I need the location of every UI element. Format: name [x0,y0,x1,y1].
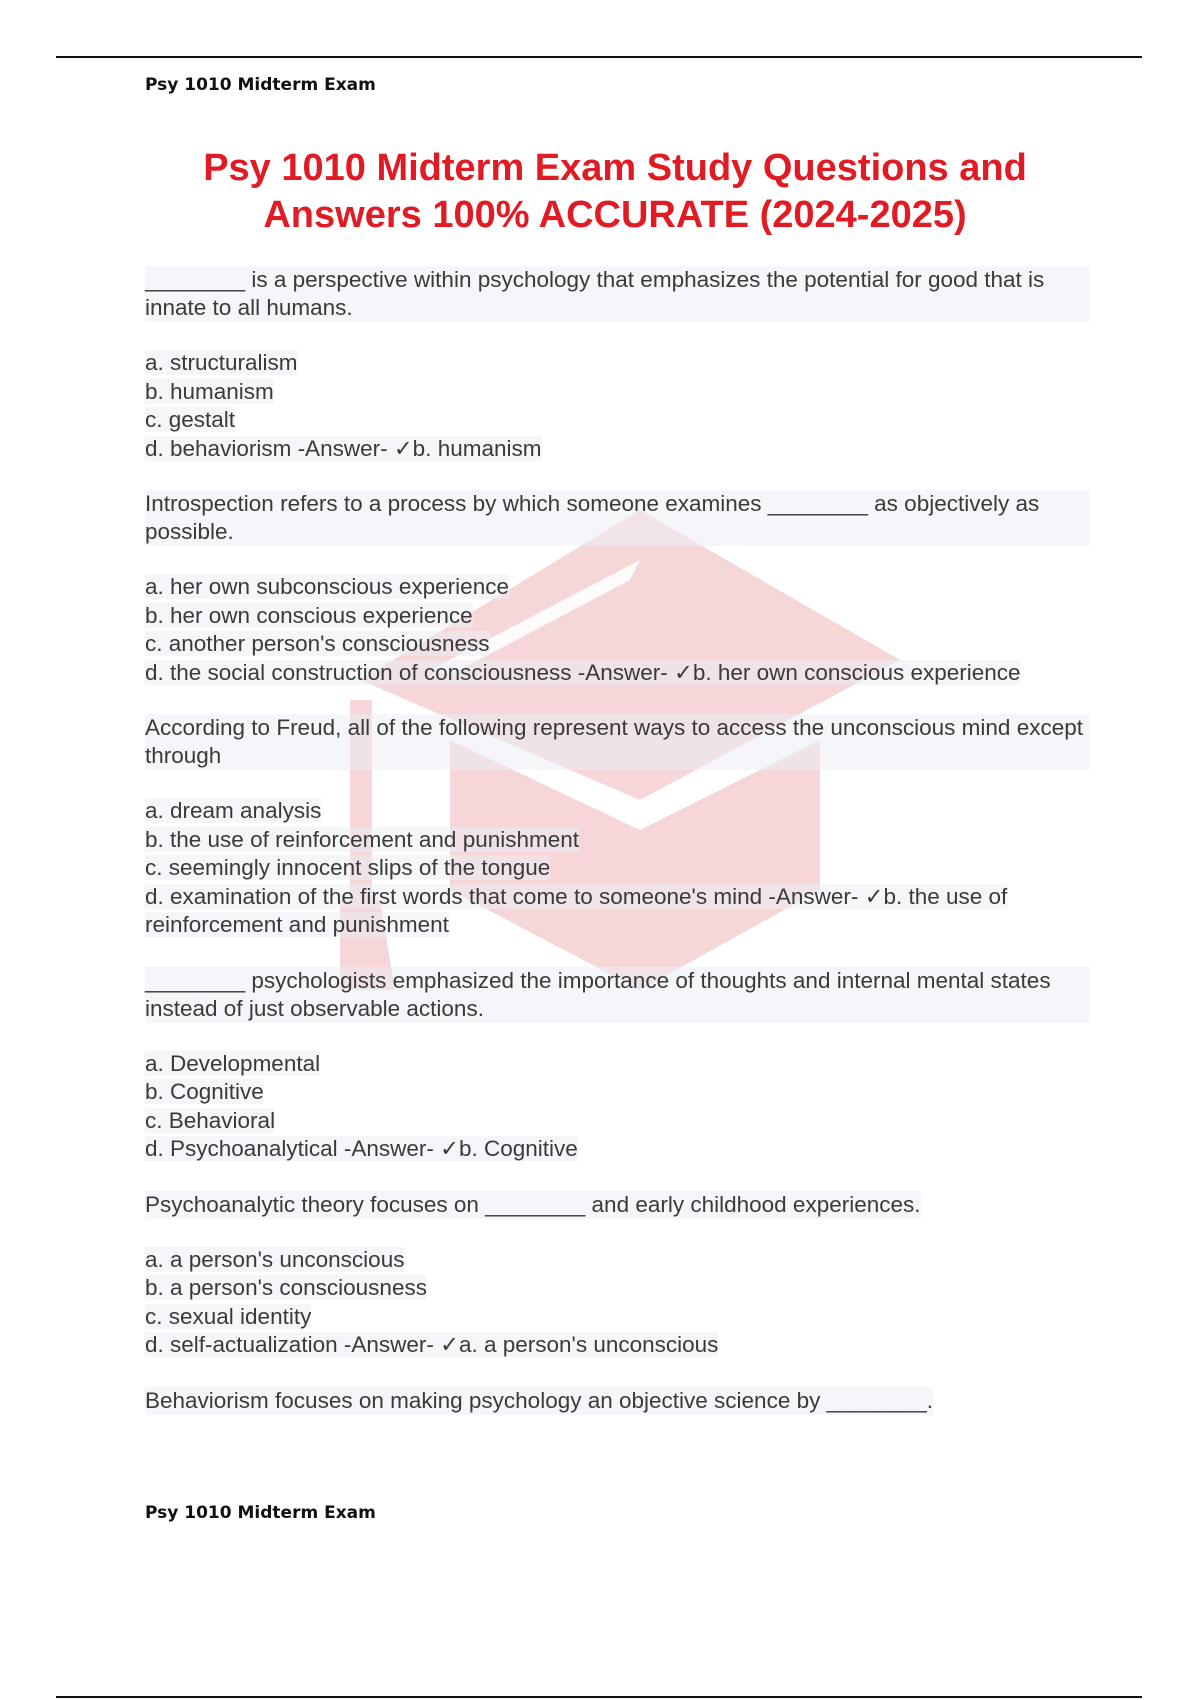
answer-option: c. Behavioral [145,1107,276,1133]
answer-option: a. dream analysis [145,798,322,823]
question-stem: Introspection refers to a process by which someone examines ________ as objectively as possible. [145,490,1090,546]
question-stem: ________ is a perspective within psychology that emphasizes the potential for good that is innate to all humans. [145,266,1090,322]
answer-option: c. sexual identity [145,1303,312,1329]
answer-option: d. Psychoanalytical -Answer- ✓b. Cognitive [145,1136,578,1161]
answer-option: c. gestalt [145,407,236,432]
answer-option: b. a person's consciousness [145,1275,427,1300]
answer-options [145,1050,1090,1164]
question-block [145,1191,1090,1360]
answer-options [145,349,1090,463]
answer-option: b. Cognitive [145,1079,264,1104]
question-block [145,714,1090,940]
answer-option: b. humanism [145,378,274,404]
answer-option: a. Developmental [145,1050,321,1076]
question-block [145,1387,1090,1415]
document-title: Psy 1010 Midterm Exam Study Questions and Answers 100% ACCURATE (2024-2025) [203,147,1027,236]
answer-option: c. another person's consciousness [145,631,490,656]
answer-option: d. examination of the first words that come to someone's mind -Answer- ✓b. the use of reinforcement and punishment [145,883,1008,937]
question-list [145,266,1090,1442]
answer-options [145,1246,1090,1360]
question-stem: ________ psychologists emphasized the importance of thoughts and internal mental states instead of just observable actions. [145,967,1090,1023]
top-rule [56,56,1142,58]
bottom-rule [56,1696,1142,1698]
answer-options [145,797,1090,940]
answer-option: b. the use of reinforcement and punishment [145,826,580,852]
question-stem: According to Freud, all of the following represent ways to access the unconscious mind except through [145,714,1090,770]
question-stem: Behaviorism focuses on making psychology an objective science by ________. [145,1387,933,1413]
question-stem: Psychoanalytic theory focuses on ________ and early childhood experiences. [145,1191,921,1217]
answer-option: d. the social construction of consciousness -Answer- ✓b. her own conscious experience [145,659,1021,685]
answer-option: c. seemingly innocent slips of the tongue [145,855,551,880]
answer-option: d. behaviorism -Answer- ✓b. humanism [145,435,542,461]
answer-option: d. self-actualization -Answer- ✓a. a person's unconscious [145,1332,719,1357]
running-header: Psy 1010 Midterm Exam [145,75,376,95]
answer-options [145,573,1090,687]
question-block [145,967,1090,1164]
question-block [145,490,1090,687]
answer-option: b. her own conscious experience [145,602,473,628]
answer-option: a. her own subconscious experience [145,574,509,599]
answer-option: a. structuralism [145,350,298,375]
question-block [145,266,1090,463]
answer-option: a. a person's unconscious [145,1246,405,1272]
running-footer: Psy 1010 Midterm Exam [145,1503,376,1523]
